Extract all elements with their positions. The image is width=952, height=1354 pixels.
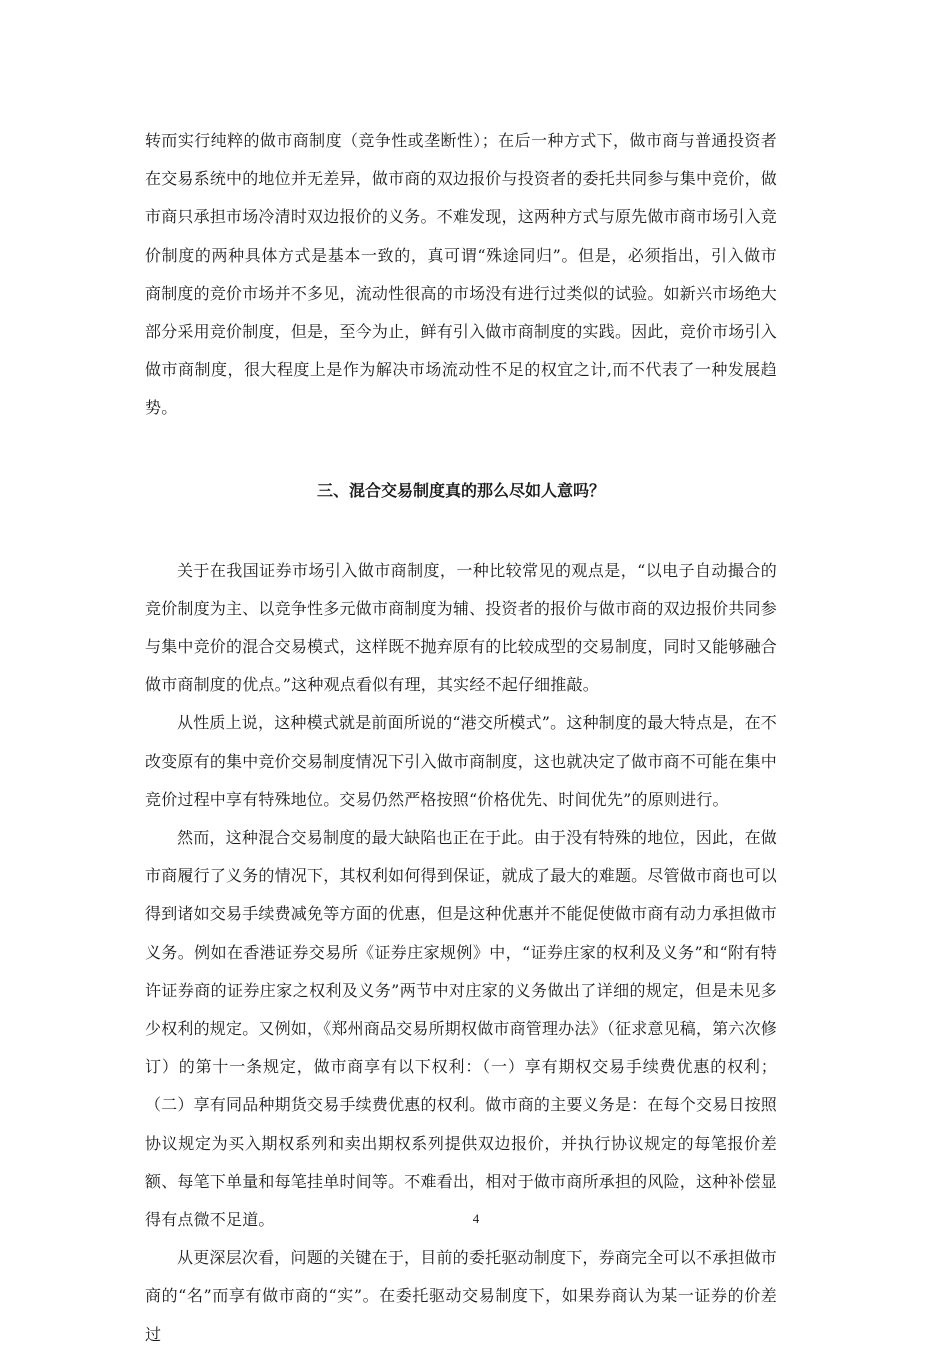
spacer (145, 510, 777, 552)
section-heading: 三、混合交易制度真的那么尽如人意吗？ (316, 480, 605, 500)
body-paragraph-1: 关于在我国证券市场引入做市商制度，一种比较常见的观点是，“以电子自动撮合的竞价制度为主、以竞争性多元做市商制度为辅、投资者的报价与做市商的双边报价共同参与集中竞价的混合交易模式，这样既不抛弃原有的比较成型的交易制度，同时又能够融合做市商制度的优点。”这种观点看似有理，其实经不起仔细推敲。 (145, 560, 777, 695)
spacer (145, 428, 777, 472)
intro-paragraph: 转而实行纯粹的做市商制度（竞争性或垄断性）；在后一种方式下，做市商与普通投资者在交易系统中的地位并无差异，做市商的双边报价与投资者的委托共同参与集中竞价，做市商只承担市场冷清时双边报价的义务。不难发现，这两种方式与原先做市商市场引入竞价制度的两种具体方式是基本一致的，真可谓“殊途同归”。但是，必须指出，引入做市商制度的竞价市场并不多见，流动性很高的市场没有进行过类似的试验。如新兴市场绝大部分采用竞价制度，但是，至今为止，鲜有引入做市商制度的实践。因此，竞价市场引入做市商制度，很大程度上是作为解决市场流动性不足的权宜之计,而不代表了一种发展趋势。 (145, 131, 777, 418)
document-body (145, 122, 777, 1354)
body-paragraph-2: 从性质上说，这种模式就是前面所说的“港交所模式”。这种制度的最大特点是，在不改变原有的集中竞价交易制度情况下引入做市商制度，这也就决定了做市商不可能在集中竞价过程中享有特殊地位。交易仍然严格按照“价格优先、时间优先”的原则进行。 (145, 713, 777, 809)
body-paragraph-4: 从更深层次看，问题的关键在于，目前的委托驱动制度下，券商完全可以不承担做市商的“名”而享有做市商的“实”。在委托驱动交易制度下，如果券商认为某一证券的价差过 (145, 1248, 777, 1344)
body-paragraph-3: 然而，这种混合交易制度的最大缺陷也正在于此。由于没有特殊的地位，因此，在做市商履行了义务的情况下，其权利如何得到保证，就成了最大的难题。尽管做市商也可以得到诸如交易手续费减免等方面的优惠，但是这种优惠并不能促使做市商有动力承担做市义务。例如在香港证券交易所《证券庄家规例》中，“证券庄家的权利及义务”和“附有特许证券商的证券庄家之权利及义务”两节中对庄家的义务做出了详细的规定，但是未见多少权利的规定。又例如，《郑州商品交易所期权做市商管理办法》（征求意见稿，第六次修订）的第十一条规定，做市商享有以下权利：（一）享有期权交易手续费优惠的权利；（二）享有同品种期货交易手续费优惠的权利。做市商的主要义务是：在每个交易日按照协议规定为买入期权系列和卖出期权系列提供双边报价，并执行协议规定的每笔报价差额、每笔下单量和每笔挂单时间等。不难看出，相对于做市商所承担的风险，这种补偿显得有点微不足道。 (145, 828, 778, 1230)
page-number: 4 (472, 1211, 480, 1226)
